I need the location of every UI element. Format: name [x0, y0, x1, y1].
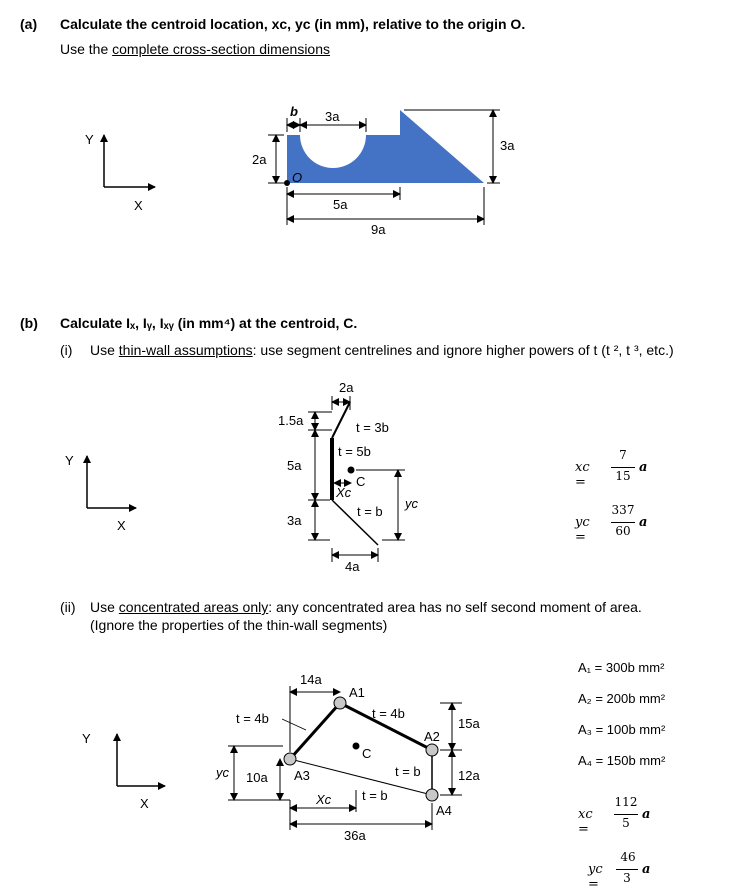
bii-t-4b-left-label: t = 4b — [236, 711, 269, 726]
part-a-axes — [85, 132, 155, 213]
bi-t-bot-label: t = b — [357, 504, 383, 519]
part-b-label: (b) — [20, 315, 38, 331]
bii-t-b-bottom-label: t = b — [362, 788, 388, 803]
bii-t-4b-leader — [282, 719, 306, 730]
dim-b-label: b — [290, 104, 298, 119]
part-bii-y-label: Y — [82, 731, 91, 746]
part-a-section — [252, 104, 515, 237]
bi-centroid-label: C — [356, 474, 366, 489]
part-bii-instr-prefix: Use — [90, 599, 119, 615]
part-bii-x-label: X — [140, 796, 149, 811]
bii-A4-label: A4 — [436, 803, 452, 818]
part-bi-instr-link: thin-wall assumptions — [118, 342, 253, 358]
bii-yc-label: yc — [216, 765, 229, 780]
bii-A3-label: A3 — [294, 768, 310, 783]
bii-A3-node — [284, 753, 296, 765]
bii-A2-label: A2 — [424, 729, 440, 744]
bi-yc-num: 337 — [611, 503, 635, 517]
bi-dim-4a-label: 4a — [345, 559, 360, 574]
bi-top-segment — [332, 402, 350, 438]
bi-xc-lhs: xc = — [575, 460, 590, 490]
part-a-x-label: X — [134, 198, 143, 213]
bii-centroid — [353, 743, 360, 750]
bii-dim-12a-label: 12a — [458, 768, 480, 783]
bi-dim-5a-label: 5a — [287, 458, 302, 473]
bi-yc-den: 60 — [615, 524, 631, 538]
part-a-instr-link: complete cross-section dimensions — [112, 41, 331, 57]
part-a-instr-prefix: Use the — [60, 41, 113, 57]
bii-dim-15a-label: 15a — [458, 716, 480, 731]
part-bii-instr-link: concentrated areas only — [118, 599, 269, 615]
part-bii-instruction-line2: (Ignore the properties of the thin-wall segments) — [90, 617, 388, 633]
bii-xc-den: 5 — [622, 816, 630, 830]
area-A1: A₁ = 300b mm² — [578, 660, 665, 675]
part-bi-x-label: X — [117, 518, 126, 533]
part-bii-instr-rest: : any concentrated area has no self second moment of area. — [268, 599, 642, 615]
bii-A1-node — [334, 697, 346, 709]
bi-dim-2a-label: 2a — [339, 380, 354, 395]
part-a-section-shape — [287, 110, 484, 183]
part-bi-section — [278, 380, 419, 574]
bi-xc-num: 7 — [619, 448, 627, 462]
bii-yc-lhs: yc = — [588, 862, 603, 892]
bi-dim-3a-label: 3a — [287, 513, 302, 528]
part-b-title: Calculate Iₓ, Iᵧ, Iₓᵧ (in mm⁴) at the centroid, C. — [60, 315, 358, 331]
bii-A1-label: A1 — [349, 685, 365, 700]
dim-2a-label: 2a — [252, 152, 267, 167]
part-bi-instr-prefix: Use — [90, 342, 119, 358]
bi-yc-lhs: yc = — [575, 515, 590, 545]
bii-xc-label: Xc — [316, 792, 332, 807]
bi-xc-label: Xc — [336, 485, 352, 500]
part-a-label: (a) — [20, 16, 38, 32]
bii-A4-node — [426, 789, 438, 801]
dim-9a-label: 9a — [371, 222, 386, 237]
bii-yc-den: 3 — [623, 871, 631, 885]
bi-yc-label: yc — [405, 496, 418, 511]
bii-dim-14a-label: 14a — [300, 672, 322, 687]
bi-xc-den: 15 — [615, 469, 631, 483]
part-bi-label: (i) — [60, 342, 73, 358]
bi-t-top-label: t = 3b — [356, 420, 389, 435]
bii-A2-node — [426, 744, 438, 756]
part-bii-section — [215, 672, 480, 843]
bii-xc-lhs: xc = — [578, 807, 593, 837]
bi-yc-unit: a — [639, 515, 648, 530]
bi-t-web-label: t = 5b — [338, 444, 371, 459]
part-bii-axes — [82, 731, 165, 811]
origin-point — [284, 180, 290, 186]
dim-3a-top-label: 3a — [325, 109, 340, 124]
part-a-title: Calculate the centroid location, xᴄ, yᴄ (in mm), relative to the origin O. — [60, 16, 526, 32]
bii-xc-unit: a — [642, 807, 651, 822]
bii-dim-10a-label: 10a — [246, 770, 268, 785]
bii-yc-unit: a — [642, 862, 651, 877]
area-A4: A₄ = 150b mm² — [578, 753, 666, 768]
bi-centroid — [348, 467, 355, 474]
bii-seg-left — [290, 703, 340, 759]
part-bi-instr-rest: : use segment centrelines and ignore higher powers of t (t ², t ³, etc.) — [252, 342, 674, 358]
area-A3: A₃ = 100b mm² — [578, 722, 666, 737]
bi-dim-1p5a-label: 1.5a — [278, 413, 304, 428]
area-A2: A₂ = 200b mm² — [578, 691, 666, 706]
bi-xc-unit: a — [639, 460, 648, 475]
dim-5a-label: 5a — [333, 197, 348, 212]
part-a-y-label: Y — [85, 132, 94, 147]
bii-centroid-label: C — [362, 746, 372, 761]
origin-label: O — [292, 170, 303, 185]
bii-yc-num: 46 — [620, 850, 636, 864]
part-bi-axes — [65, 453, 136, 533]
part-bi-y-label: Y — [65, 453, 74, 468]
bii-t-4b-right-label: t = 4b — [372, 706, 405, 721]
dim-3a-right-label: 3a — [500, 138, 515, 153]
part-bii-label: (ii) — [60, 599, 76, 615]
bii-xc-num: 112 — [614, 795, 638, 809]
bii-t-b-right-label: t = b — [395, 764, 421, 779]
bii-dim-36a-label: 36a — [344, 828, 366, 843]
